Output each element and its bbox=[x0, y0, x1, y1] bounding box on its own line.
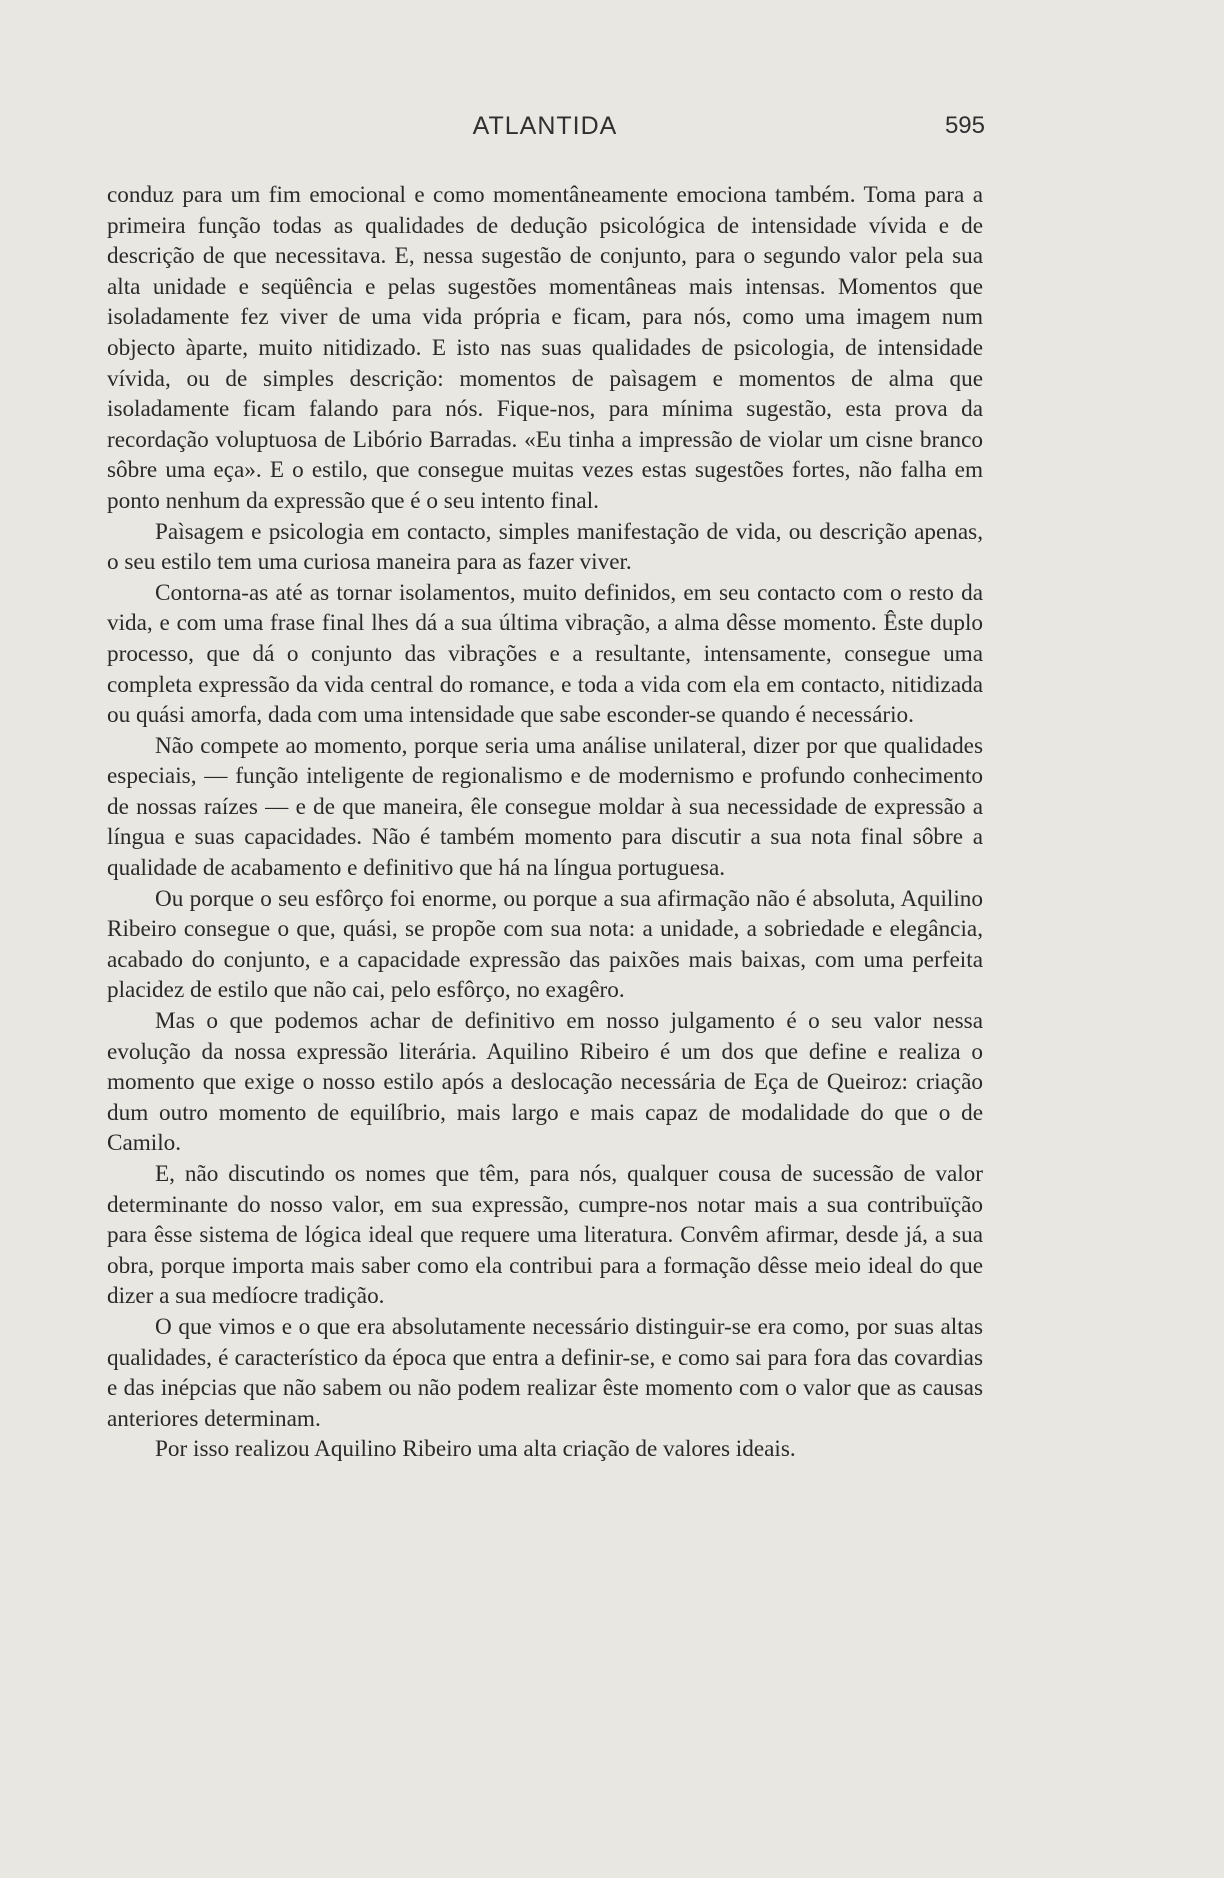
paragraph: E, não discutindo os nomes que têm, para nós, qualquer cousa de sucessão de valor determinante do nosso valor, em sua expressão, cumpre-nos notar mais a sua contribuïção para êsse sistema de lógica ideal que requere uma literatura. Convêm afirmar, desde já, a sua obra, porque importa mais saber como ela contribui para a formação dêsse meio ideal do que dizer a sua medíocre tradição. bbox=[107, 1161, 983, 1310]
paragraph: Paìsagem e psicologia em contacto, simples manifestação de vida, ou descrição apenas, o seu estilo tem uma curiosa maneira para as fazer viver. bbox=[107, 518, 983, 576]
paragraph: Por isso realizou Aquilino Ribeiro uma alta criação de valores ideais. bbox=[155, 1436, 796, 1463]
paragraph: Mas o que podemos achar de definitivo em nosso julgamento é o seu valor nessa evolução da nossa expressão literária. Aquilino Ribeiro é um dos que define e realiza o momento que exige o nosso estilo após a deslocação necessária de Eça de Queiroz: criação dum outro momento de equilíbrio, mais largo e mais capaz de modalidade do que o de Camilo. bbox=[107, 1008, 983, 1157]
page-number: 595 bbox=[944, 112, 985, 139]
paragraph: Não compete ao momento, porque seria uma análise unilateral, dizer por que qualidades especiais, — função inteligente de regionalismo e de modernismo e profundo conhecimento de nossas raízes — e de que maneira, êle consegue moldar à sua necessidade de expressão a língua e suas capacidades. Não é também momento para discutir a sua nota final sôbre a qualidade de acabamento e definitivo que há na língua portuguesa. bbox=[107, 732, 983, 882]
body-text bbox=[107, 180, 983, 1465]
page-header bbox=[105, 112, 985, 152]
paragraph: conduz para um fim emocional e como momentâneamente emociona também. Toma para a primeira função todas as qualidades de dedução psicológica de intensidade vívida e de descrição de que necessitava. E, nessa sugestão de conjunto, para o segundo valor pela sua alta unidade e seqüência e pelas sugestões momentâneas mais intensas. Momentos que isoladamente fez viver de uma vida própria e ficam, para nós, como uma imagem num objecto àparte, muito nitidizado. E isto nas suas qualidades de psicologia, de intensidade vívida, ou de simples descrição: momentos de paìsagem e momentos de alma que isoladamente ficam falando para nós. Fique-nos, para mínima sugestão, esta prova da recordação voluptuosa de Libório Barradas. «Eu tinha a impressão de violar um cisne branco sôbre uma eça». E o estilo, que consegue muitas vezes estas sugestões fortes, não falha em ponto nenhum da expressão que é o seu intento final. bbox=[107, 182, 983, 514]
paragraph: O que vimos e o que era absolutamente necessário distinguir-se era como, por suas altas qualidades, é característico da época que entra a definir-se, e como sai para fora das covardias e das inépcias que não sabem ou não podem realizar êste momento com o valor que as causas anteriores determinam. bbox=[107, 1313, 983, 1432]
paragraph: Ou porque o seu esfôrço foi enorme, ou porque a sua afirmação não é absoluta, Aquilino Ribeiro consegue o que, quási, se propõe com sua nota: a unidade, a sobriedade e elegância, acabado do conjunto, e a capacidade expressão das paixões mais baixas, com uma perfeita placidez de estilo que não cai, pelo esfôrço, no exagêro. bbox=[107, 885, 983, 1004]
paragraph: Contorna-as até as tornar isolamentos, muito definidos, em seu contacto com o resto da vida, e com uma frase final lhes dá a sua última vibração, a alma dêsse momento. Êste duplo processo, que dá o conjunto das vibrações e a resultante, intensamente, consegue uma completa expressão da vida central do romance, e toda a vida com ela em contacto, nitidizada ou quási amorfa, dada com uma intensidade que sabe esconder-se quando é necessário. bbox=[107, 579, 983, 729]
running-title: ATLANTIDA bbox=[472, 112, 618, 140]
